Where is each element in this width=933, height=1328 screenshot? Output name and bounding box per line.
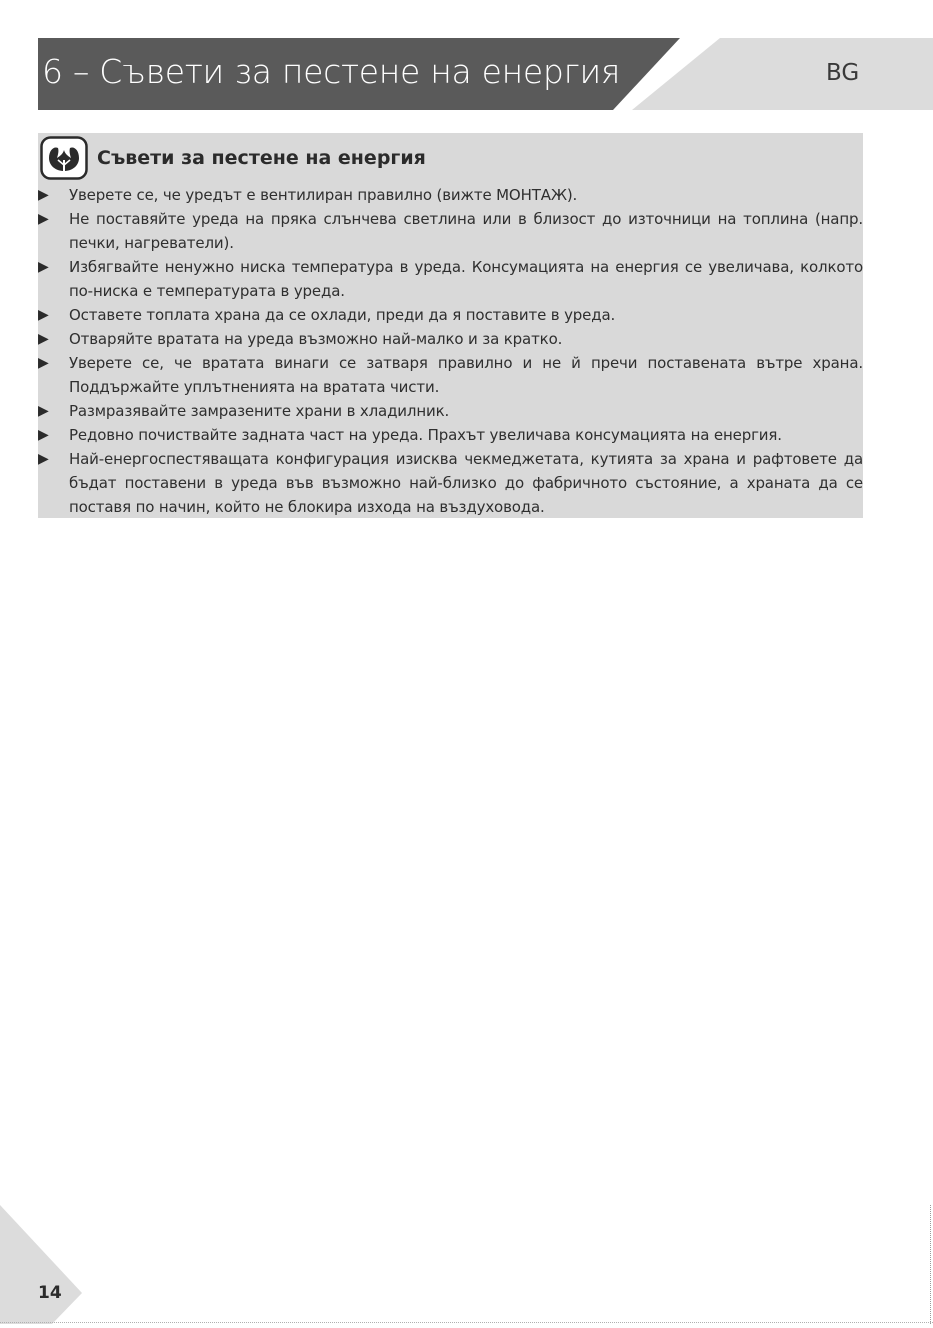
tip-text: Оставете топлата храна да се охлади, преди да я поставите в уреда. — [69, 306, 616, 324]
bullet-triangle-icon: ▶ — [38, 403, 49, 419]
tip-item — [38, 255, 863, 303]
language-tab — [632, 38, 933, 114]
tip-text: Редовно почиствайте задната част на уреда. Прахът увеличава консумацията на енергия. — [69, 426, 782, 444]
tip-item — [38, 303, 863, 327]
bullet-triangle-icon: ▶ — [38, 427, 49, 443]
tip-item — [38, 423, 863, 447]
tip-item — [38, 207, 863, 255]
tip-text: Отваряйте вратата на уреда възможно най-малко и за кратко. — [69, 330, 563, 348]
bullet-triangle-icon: ▶ — [38, 211, 49, 227]
page-number: 14 — [38, 1283, 62, 1303]
energy-saving-leaf-icon — [40, 136, 88, 180]
tip-text: Избягвайте ненужно ниска температура в уреда. Консумацията на енергия се увеличава, колкото по-ниска е температурата в уреда. — [69, 258, 863, 300]
tip-item — [38, 327, 863, 351]
tips-list — [38, 183, 863, 519]
tip-item — [38, 351, 863, 399]
bullet-triangle-icon: ▶ — [38, 331, 49, 347]
energy-tips-section — [38, 133, 863, 518]
tip-text: Не поставяйте уреда на пряка слънчева светлина или в близост до източници на топлина (напр. печки, нагреватели). — [69, 210, 863, 252]
section-title: Съвети за пестене на енергия — [97, 147, 426, 169]
tip-item — [38, 399, 863, 423]
bullet-triangle-icon: ▶ — [38, 451, 49, 467]
page-corner — [0, 1205, 90, 1328]
bullet-triangle-icon: ▶ — [38, 307, 49, 323]
bullet-triangle-icon: ▶ — [38, 187, 49, 203]
bullet-triangle-icon: ▶ — [38, 259, 49, 275]
bullet-triangle-icon: ▶ — [38, 355, 49, 371]
page-edge-line — [930, 1205, 932, 1324]
tip-text: Най-енергоспестяващата конфигурация изисква чекмеджетата, кутията за храна и рафтовете да бъдат поставени в уреда във възможно най-близко до фабричното състояние, а храната да се поставя по начин, който не блокира изхода на въздуховода. — [69, 450, 863, 516]
tip-item — [38, 183, 863, 207]
tip-text: Размразявайте замразените храни в хладилник. — [69, 402, 450, 420]
language-code: BG — [826, 60, 860, 86]
tip-text: Уверете се, че уредът е вентилиран правилно (вижте МОНТАЖ). — [69, 186, 578, 204]
page-title: 6 – Съвети за пестене на енергия — [42, 52, 621, 91]
tip-item — [38, 447, 863, 519]
tip-text: Уверете се, че вратата винаги се затваря правилно и не й пречи поставената вътре храна. Поддържайте уплътненията на вратата чисти. — [69, 354, 863, 396]
